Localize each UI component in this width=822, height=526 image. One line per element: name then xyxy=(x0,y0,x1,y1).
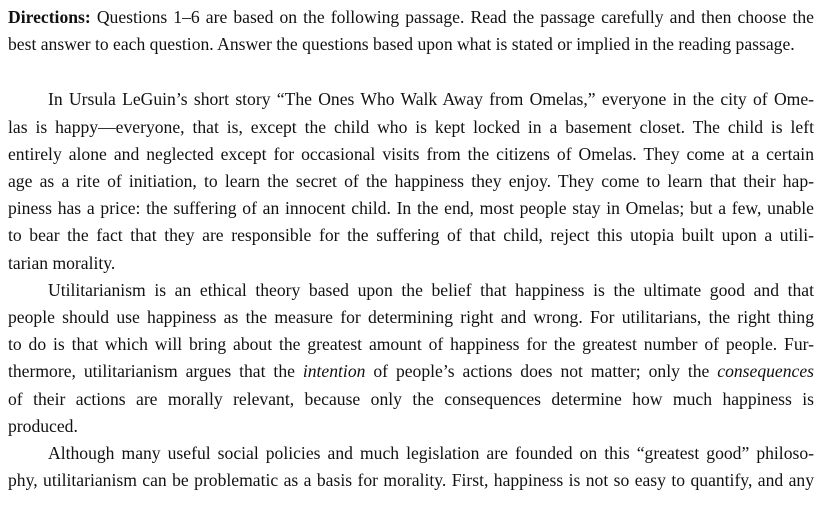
paragraph-line: entirely alone and neglected except for occasional visits from the citizens of Omelas. They come at a certain xyxy=(8,143,814,164)
paragraph-line: people should use happiness as the measure for determining right and wrong. For utilitarians, the right thing xyxy=(8,307,814,328)
emphasis-consequences: consequences xyxy=(717,361,814,382)
paragraph-line: to do is that which will bring about the greatest amount of happiness for the greatest number of people. Fur- xyxy=(8,334,814,355)
paragraph-2 xyxy=(8,277,814,440)
paragraph-line: tarian morality. xyxy=(8,252,116,273)
directions-block xyxy=(8,0,814,58)
section-gap xyxy=(8,58,814,86)
paragraph-line xyxy=(8,358,814,385)
paragraph-line: to bear the fact that they are responsible for the suffering of that child, reject this utopia built upon a utili- xyxy=(8,225,814,246)
paragraph-line: Utilitarianism is an ethical theory based upon the belief that happiness is the ultimate good and that xyxy=(48,279,814,300)
paragraph-line: of their actions are morally relevant, because only the consequences determine how much happiness is xyxy=(8,388,814,409)
passage-body xyxy=(8,86,814,494)
paragraph-line: produced. xyxy=(8,415,78,436)
paragraph-line: age as a rite of initiation, to learn the secret of the happiness they enjoy. They come to learn that their hap- xyxy=(8,171,814,192)
paragraph-line: Although many useful social policies and much legislation are founded on this “greatest good” philoso- xyxy=(48,443,814,464)
directions-text: Questions 1–6 are based on the following passage. Read the passage carefully and then choose the best answer to each question. Answer the questions based upon what is stated or implied in the reading passage. xyxy=(8,7,814,55)
directions-label: Directions: xyxy=(8,7,91,27)
paragraph-line: In Ursula LeGuin’s short story “The Ones Who Walk Away from Omelas,” everyone in the city of Ome- xyxy=(48,89,814,110)
paragraph-3 xyxy=(8,440,814,494)
paragraph-line: las is happy—everyone, that is, except the child who is kept locked in a basement closet. The child is left xyxy=(8,116,814,137)
paragraph-line: piness has a price: the suffering of an innocent child. In the end, most people stay in Omelas; but a few, unable xyxy=(8,198,814,219)
paragraph-1 xyxy=(8,86,814,276)
emphasis-intention: intention xyxy=(302,361,366,382)
paragraph-line: phy, utilitarianism can be problematic as a basis for morality. First, happiness is not so easy to quantify, and any xyxy=(8,470,814,491)
text-run: thermore, utilitarianism argues that the xyxy=(8,361,303,382)
reading-passage-page xyxy=(8,0,814,494)
text-run: of people’s actions does not matter; only the xyxy=(365,361,718,382)
